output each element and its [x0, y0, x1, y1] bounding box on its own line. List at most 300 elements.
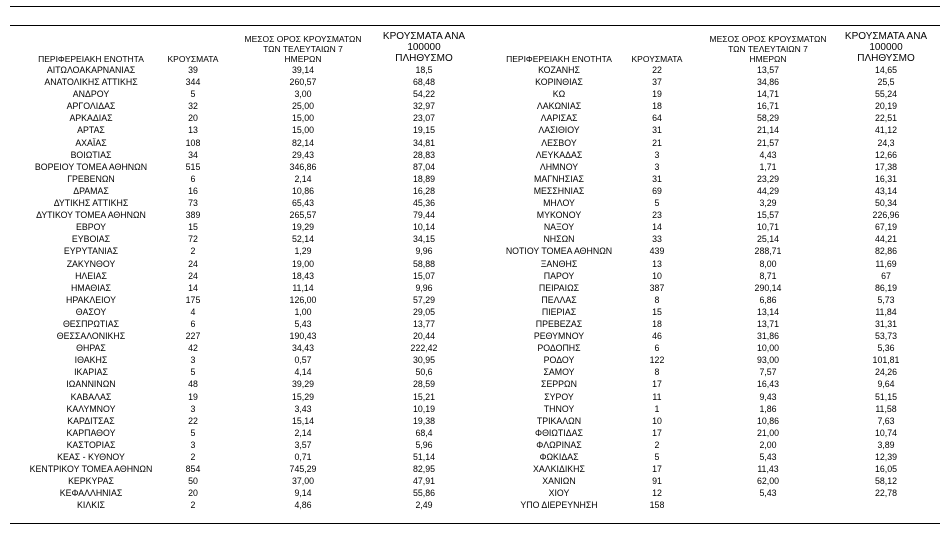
per100k-cell: 9,64: [877, 379, 895, 390]
header-per100k-right-line2: ΠΛΗΘΥΣΜΟ: [857, 53, 915, 64]
cases-cell: 16: [188, 185, 198, 196]
avg-cell: 2,14: [294, 427, 312, 438]
table-row: [12, 342, 480, 354]
cases-cell: 6: [190, 173, 196, 184]
per100k-cell: 19,38: [412, 415, 435, 426]
header-avg-right-line1: ΜΕΣΟΣ ΟΡΟΣ ΚΡΟΥΣΜΑΤΩΝ: [709, 34, 827, 44]
cases-cell: 11: [652, 391, 662, 402]
region-cell: ΑΝΔΡΟΥ: [72, 89, 110, 100]
region-cell: ΚΕΦΑΛΛΗΝΙΑΣ: [59, 488, 123, 499]
region-cell: ΦΛΩΡΙΝΑΣ: [536, 439, 582, 450]
header-avg-line1: ΜΕΣΟΣ ΟΡΟΣ ΚΡΟΥΣΜΑΤΩΝ: [244, 34, 362, 44]
avg-cell: 19,29: [291, 222, 314, 233]
per100k-cell: 10,14: [412, 222, 435, 233]
per100k-cell: 25,5: [877, 77, 895, 88]
table-row: [12, 391, 480, 403]
table-row: [484, 112, 942, 124]
avg-cell: 15,14: [291, 415, 314, 426]
table-row: [484, 427, 942, 439]
cases-cell: 50: [188, 476, 198, 487]
cases-cell: 12: [652, 488, 662, 499]
avg-cell: 14,71: [756, 89, 779, 100]
table-row: [484, 391, 942, 403]
avg-cell: 1,86: [759, 403, 777, 414]
table-row: [484, 173, 942, 185]
per100k-cell: 68,4: [415, 427, 433, 438]
table-row: [484, 475, 942, 487]
cases-cell: 19: [188, 391, 198, 402]
cases-cell: 17: [652, 427, 662, 438]
table-row: [12, 161, 480, 173]
table-row: [12, 354, 480, 366]
region-cell: ΕΥΒΟΙΑΣ: [71, 234, 111, 245]
region-cell: ΙΚΑΡΙΑΣ: [74, 367, 108, 378]
cases-cell: 13: [652, 258, 662, 269]
cases-cell: 227: [185, 331, 201, 342]
table-row: [12, 245, 480, 257]
region-cell: ΑΡΚΑΔΙΑΣ: [69, 113, 113, 124]
per100k-cell: 34,81: [412, 137, 435, 148]
avg-cell: 16,43: [756, 379, 779, 390]
per100k-cell: 11,84: [875, 306, 897, 317]
avg-cell: 65,43: [291, 198, 314, 209]
per100k-cell: 31,31: [874, 318, 897, 329]
region-cell: ΜΗΛΟΥ: [543, 198, 575, 209]
header-avg-right-line2: ΤΩΝ ΤΕΛΕΥΤΑΙΩΝ 7 ΗΜΕΡΩΝ: [728, 44, 808, 64]
region-cell: ΠΕΛΛΑΣ: [541, 294, 577, 305]
cases-cell: 108: [185, 137, 201, 148]
cases-cell: 42: [188, 343, 198, 354]
per100k-cell: 54,22: [412, 89, 435, 100]
per100k-cell: 79,44: [412, 210, 435, 221]
avg-cell: 25,00: [291, 101, 314, 112]
region-cell: ΛΑΚΩΝΙΑΣ: [536, 101, 582, 112]
avg-cell: 3,00: [294, 89, 312, 100]
avg-cell: 21,14: [756, 125, 779, 136]
per100k-cell: 13,77: [412, 318, 435, 329]
region-cell: ΕΒΡΟΥ: [75, 222, 107, 233]
per100k-cell: 24,26: [874, 367, 897, 378]
avg-cell: 15,57: [756, 210, 779, 221]
region-cell: ΧΑΝΙΩΝ: [542, 476, 576, 487]
cases-cell: 24: [188, 258, 198, 269]
table-row: [484, 245, 942, 257]
cases-cell: 48: [188, 379, 198, 390]
header-cases: ΚΡΟΥΣΜΑΤΑ: [167, 54, 219, 64]
region-cell: ΙΩΑΝΝΙΝΩΝ: [66, 379, 116, 390]
region-cell: ΚΑΡΠΑΘΟΥ: [66, 427, 116, 438]
header-per100k: [366, 31, 482, 64]
avg-cell: 3,29: [759, 198, 777, 209]
avg-cell: 18,43: [291, 270, 314, 281]
avg-cell: 19,00: [291, 258, 314, 269]
region-cell: ΝΑΞΟΥ: [543, 222, 575, 233]
right-table-header: [484, 31, 942, 64]
region-cell: ΕΥΡΥΤΑΝΙΑΣ: [63, 246, 119, 257]
region-cell: ΒΟΡΕΙΟΥ ΤΟΜΕΑ ΑΘΗΝΩΝ: [34, 161, 148, 172]
per100k-cell: 11,69: [875, 258, 897, 269]
per100k-cell: 226,96: [872, 210, 900, 221]
table-row: [484, 100, 942, 112]
header-avg-right: [709, 34, 827, 64]
header-per100k-line2: ΠΛΗΘΥΣΜΟ: [395, 53, 453, 64]
table-row: [484, 403, 942, 415]
cases-cell: 14: [652, 222, 662, 233]
table-row: [12, 403, 480, 415]
avg-cell: 15,00: [291, 113, 314, 124]
table-row: [12, 306, 480, 318]
cases-cell: 21: [652, 137, 662, 148]
cases-cell: 5: [190, 427, 196, 438]
cases-cell: 344: [185, 77, 201, 88]
avg-cell: 1,29: [294, 246, 312, 257]
region-cell: ΡΕΘΥΜΝΟΥ: [533, 331, 585, 342]
per100k-cell: 17,38: [874, 161, 897, 172]
cases-cell: 3: [190, 355, 196, 366]
avg-cell: 52,14: [291, 234, 314, 245]
per100k-cell: 101,81: [872, 355, 900, 366]
cases-cell: 17: [652, 464, 662, 475]
cases-cell: 15: [652, 306, 662, 317]
per100k-cell: 7,63: [877, 415, 895, 426]
avg-cell: 288,71: [754, 246, 782, 257]
table-row: [12, 124, 480, 136]
avg-cell: 346,86: [289, 161, 317, 172]
table-row: [484, 76, 942, 88]
table-row: [12, 439, 480, 451]
avg-cell: 13,57: [756, 65, 779, 75]
per100k-cell: 32,97: [412, 101, 435, 112]
per100k-cell: 16,31: [874, 173, 897, 184]
region-cell: ΒΟΙΩΤΙΑΣ: [70, 149, 112, 160]
region-cell: ΡΟΔΟΥ: [543, 355, 575, 366]
per100k-cell: 18,89: [412, 173, 435, 184]
avg-cell: 29,43: [291, 149, 314, 160]
region-cell: ΑΡΓΟΛΙΔΑΣ: [66, 101, 116, 112]
header-top-rule: [10, 25, 940, 26]
cases-cell: 32: [188, 101, 198, 112]
avg-cell: 8,71: [759, 270, 777, 281]
table-row: [12, 282, 480, 294]
table-row: [484, 487, 942, 499]
table-row: [484, 378, 942, 390]
region-cell: ΡΟΔΟΠΗΣ: [537, 343, 581, 354]
table-row: [12, 185, 480, 197]
per100k-cell: 44,21: [874, 234, 897, 245]
region-cell: ΔΥΤΙΚΟΥ ΤΟΜΕΑ ΑΘΗΝΩΝ: [36, 210, 146, 221]
region-cell: ΤΡΙΚΑΛΩΝ: [536, 415, 582, 426]
avg-cell: 31,86: [756, 331, 779, 342]
cases-cell: 439: [649, 246, 665, 257]
table-row: [484, 270, 942, 282]
table-row: [12, 173, 480, 185]
avg-cell: 4,43: [759, 149, 777, 160]
table-row: [12, 76, 480, 88]
avg-cell: 8,00: [759, 258, 777, 269]
table-row: [484, 366, 942, 378]
per100k-cell: 45,36: [412, 198, 435, 209]
region-cell: ΚΑΛΥΜΝΟΥ: [66, 403, 116, 414]
region-cell: ΘΗΡΑΣ: [76, 343, 106, 354]
table-row: [484, 137, 942, 149]
table-row: [484, 197, 942, 209]
header-region-right: ΠΕΡΙΦΕΡΕΙΑΚΗ ΕΝΟΤΗΤΑ: [506, 54, 612, 64]
avg-cell: 21,57: [756, 137, 779, 148]
avg-cell: 9,43: [759, 391, 777, 402]
region-cell: ΘΕΣΠΡΩΤΙΑΣ: [62, 318, 120, 329]
region-cell: ΔΡΑΜΑΣ: [73, 185, 109, 196]
cases-cell: 23: [652, 210, 662, 221]
region-cell: ΚΙΛΚΙΣ: [77, 500, 105, 511]
avg-cell: 190,43: [289, 331, 317, 342]
per100k-cell: 3,89: [877, 439, 895, 450]
avg-cell: 4,86: [294, 500, 312, 511]
region-cell: ΗΡΑΚΛΕΙΟΥ: [66, 294, 116, 305]
per100k-cell: 30,95: [412, 355, 435, 366]
per100k-cell: 23,07: [412, 113, 435, 124]
per100k-cell: 47,91: [412, 476, 435, 487]
region-cell: ΥΠΟ ΔΙΕΡΕΥΝΗΣΗ: [520, 500, 598, 511]
region-cell: ΠΕΙΡΑΙΩΣ: [538, 282, 580, 293]
table-row: [12, 463, 480, 475]
table-row: [12, 88, 480, 100]
region-cell: ΠΑΡΟΥ: [543, 270, 575, 281]
per100k-cell: 86,19: [874, 282, 897, 293]
table-row: [484, 221, 942, 233]
table-row: [12, 378, 480, 390]
region-cell: ΖΑΚΥΝΘΟΥ: [66, 258, 116, 269]
per100k-cell: 222,42: [410, 343, 438, 354]
cases-cell: 158: [649, 500, 665, 511]
header-cases-right: ΚΡΟΥΣΜΑΤΑ: [631, 54, 683, 64]
avg-cell: 39,29: [291, 379, 314, 390]
avg-cell: 10,86: [756, 415, 779, 426]
region-cell: ΚΑΒΑΛΑΣ: [70, 391, 112, 402]
cases-cell: 24: [188, 270, 198, 281]
table-row: [12, 318, 480, 330]
cases-cell: 69: [652, 185, 662, 196]
per100k-cell: 10,19: [412, 403, 435, 414]
header-avg-line2: ΤΩΝ ΤΕΛΕΥΤΑΙΩΝ 7 ΗΜΕΡΩΝ: [263, 44, 343, 64]
table-row: [12, 427, 480, 439]
region-cell: ΗΜΑΘΙΑΣ: [71, 282, 111, 293]
avg-cell: 7,57: [759, 367, 777, 378]
table-row: [484, 161, 942, 173]
per100k-cell: 14,65: [874, 65, 897, 75]
region-cell: ΚΕΡΚΥΡΑΣ: [68, 476, 114, 487]
per100k-cell: 67,19: [874, 222, 897, 233]
table-row: [484, 88, 942, 100]
per100k-cell: 20,19: [874, 101, 897, 112]
cases-cell: 91: [652, 476, 662, 487]
region-cell: ΚΑΣΤΟΡΙΑΣ: [66, 439, 116, 450]
avg-cell: 37,00: [291, 476, 314, 487]
cases-cell: 387: [649, 282, 665, 293]
table-row: [484, 499, 942, 511]
region-cell: ΘΑΣΟΥ: [75, 306, 107, 317]
avg-cell: 4,14: [294, 367, 312, 378]
avg-cell: 5,43: [294, 318, 312, 329]
avg-cell: 23,29: [756, 173, 779, 184]
per100k-cell: 2,49: [415, 500, 433, 511]
region-cell: ΣΑΜΟΥ: [543, 367, 575, 378]
avg-cell: 0,71: [294, 452, 312, 462]
cases-cell: 4: [190, 306, 196, 317]
table-row: [12, 415, 480, 427]
avg-cell: 3,57: [294, 439, 312, 450]
region-cell: ΝΟΤΙΟΥ ΤΟΜΕΑ ΑΘΗΝΩΝ: [505, 246, 613, 257]
table-row: [12, 258, 480, 270]
avg-cell: 93,00: [756, 355, 779, 366]
per100k-cell: 28,83: [412, 149, 435, 160]
region-cell: ΛΕΣΒΟΥ: [541, 137, 577, 148]
cases-cell: 5: [654, 452, 660, 462]
avg-cell: 13,14: [756, 306, 779, 317]
cases-cell: 3: [190, 403, 196, 414]
per100k-cell: 12,39: [874, 452, 897, 462]
avg-cell: 5,43: [759, 488, 777, 499]
per100k-cell: 34,15: [412, 234, 435, 245]
cases-cell: 13: [188, 125, 198, 136]
region-cell: ΞΑΝΘΗΣ: [540, 258, 578, 269]
region-cell: ΛΑΣΙΘΙΟΥ: [538, 125, 580, 136]
per100k-cell: 10,74: [874, 427, 897, 438]
cases-cell: 39: [188, 65, 198, 75]
avg-cell: 39,14: [291, 65, 314, 75]
table-row: [484, 342, 942, 354]
avg-cell: 0,57: [294, 355, 312, 366]
per100k-cell: 43,14: [874, 185, 897, 196]
cases-cell: 389: [185, 210, 201, 221]
table-row: [484, 439, 942, 451]
cases-cell: 175: [185, 294, 201, 305]
cases-cell: 20: [188, 113, 198, 124]
avg-cell: 9,14: [294, 488, 312, 499]
bottom-rule: [10, 523, 940, 524]
cases-cell: 2: [190, 500, 196, 511]
per100k-cell: 53,73: [874, 331, 897, 342]
cases-cell: 3: [654, 149, 660, 160]
avg-cell: 25,14: [756, 234, 779, 245]
cases-cell: 20: [188, 488, 198, 499]
region-cell: ΠΡΕΒΕΖΑΣ: [535, 318, 583, 329]
table-row: [484, 233, 942, 245]
region-cell: ΧΙΟΥ: [548, 488, 570, 499]
avg-cell: 260,57: [289, 77, 317, 88]
header-per100k-right: [828, 31, 944, 64]
avg-cell: 13,71: [756, 318, 779, 329]
avg-cell: 265,57: [289, 210, 317, 221]
cases-cell: 1: [654, 403, 660, 414]
avg-cell: 11,14: [292, 282, 314, 293]
cases-cell: 2: [654, 439, 660, 450]
table-row: [484, 294, 942, 306]
region-cell: ΦΘΙΩΤΙΔΑΣ: [535, 427, 583, 438]
region-cell: ΣΕΡΡΩΝ: [541, 379, 577, 390]
per100k-cell: 41,12: [874, 125, 897, 136]
cases-cell: 5: [654, 198, 660, 209]
table-row: [484, 463, 942, 475]
region-cell: ΛΑΡΙΣΑΣ: [540, 113, 578, 124]
table-row: [484, 185, 942, 197]
cases-cell: 8: [654, 294, 660, 305]
region-cell: ΤΗΝΟΥ: [543, 403, 575, 414]
table-row: [12, 270, 480, 282]
header-per100k-right-line1: ΚΡΟΥΣΜΑΤΑ ΑΝΑ 100000: [844, 31, 928, 53]
avg-cell: 34,86: [756, 77, 779, 88]
region-cell: ΔΥΤΙΚΗΣ ΑΤΤΙΚΗΣ: [53, 198, 129, 209]
cases-cell: 46: [652, 331, 662, 342]
cases-cell: 3: [654, 161, 660, 172]
avg-cell: 82,14: [291, 137, 314, 148]
cases-cell: 34: [188, 149, 198, 160]
cases-cell: 33: [652, 234, 662, 245]
left-table: [12, 31, 480, 511]
table-row: [12, 475, 480, 487]
per100k-cell: 51,15: [874, 391, 897, 402]
per100k-cell: 82,86: [874, 246, 897, 257]
avg-cell: 58,29: [756, 113, 779, 124]
table-row: [12, 330, 480, 342]
region-cell: ΚΑΡΔΙΤΣΑΣ: [67, 415, 115, 426]
cases-cell: 5: [190, 367, 196, 378]
table-row: [484, 64, 942, 76]
per100k-cell: 58,88: [412, 258, 435, 269]
per100k-cell: 16,05: [874, 464, 897, 475]
per100k-cell: 22,51: [874, 113, 897, 124]
table-row: [12, 149, 480, 161]
per100k-cell: 82,95: [412, 464, 435, 475]
cases-cell: 22: [188, 415, 198, 426]
cases-cell: 64: [652, 113, 662, 124]
table-row: [12, 487, 480, 499]
per100k-cell: 55,86: [412, 488, 435, 499]
avg-cell: 745,29: [289, 464, 317, 475]
per100k-cell: 11,58: [875, 403, 897, 414]
cases-cell: 19: [652, 89, 662, 100]
header-region: ΠΕΡΙΦΕΡΕΙΑΚΗ ΕΝΟΤΗΤΑ: [38, 54, 144, 64]
region-cell: ΧΑΛΚΙΔΙΚΗΣ: [533, 464, 585, 475]
table-row: [12, 112, 480, 124]
avg-cell: 6,86: [759, 294, 777, 305]
region-cell: ΚΟΖΑΝΗΣ: [538, 65, 580, 75]
per100k-cell: 15,07: [412, 270, 435, 281]
cases-cell: 72: [188, 234, 198, 245]
table-row: [12, 197, 480, 209]
cases-cell: 6: [190, 318, 196, 329]
cases-cell: 18: [652, 318, 662, 329]
region-cell: ΚΟΡΙΝΘΙΑΣ: [535, 77, 583, 88]
table-row: [12, 366, 480, 378]
table-row: [484, 149, 942, 161]
per100k-cell: 22,78: [874, 488, 897, 499]
avg-cell: 290,14: [754, 282, 782, 293]
table-row: [484, 124, 942, 136]
table-row: [12, 499, 480, 511]
right-table-body: [484, 64, 942, 511]
region-cell: ΦΩΚΙΔΑΣ: [539, 452, 579, 462]
region-cell: ΛΗΜΝΟΥ: [539, 161, 579, 172]
table-row: [12, 451, 480, 463]
per100k-cell: 5,96: [415, 439, 433, 450]
table-row: [12, 221, 480, 233]
per100k-cell: 51,14: [412, 452, 435, 462]
avg-cell: 10,00: [756, 343, 779, 354]
per100k-cell: 87,04: [412, 161, 435, 172]
cases-cell: 6: [654, 343, 660, 354]
region-cell: ΘΕΣΣΑΛΟΝΙΚΗΣ: [56, 331, 126, 342]
cases-cell: 17: [652, 379, 662, 390]
